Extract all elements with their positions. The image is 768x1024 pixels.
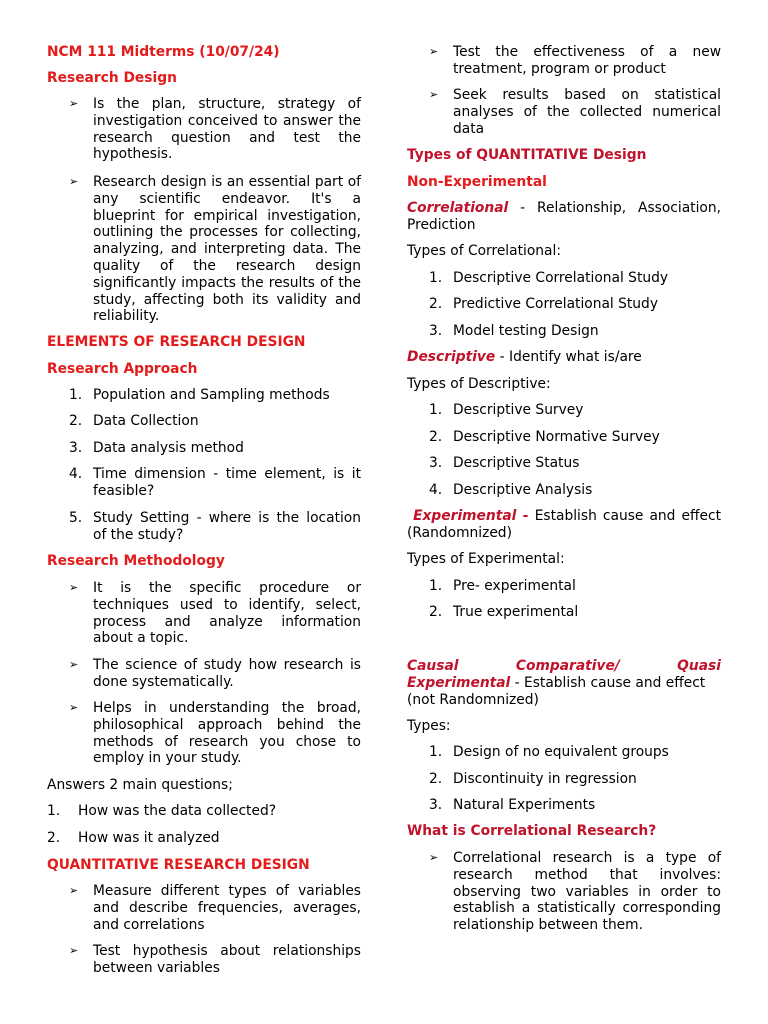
list-item: ➢ Test hypothesis about relationships between variables (69, 943, 361, 976)
list-item: ➢ Seek results based on statistical analyses of the collected numerical data (429, 87, 721, 137)
list-item: 4. Descriptive Analysis (429, 482, 593, 498)
list-item: ➢ Measure different types of variables and describe frequencies, averages, and correlations (69, 883, 361, 933)
list-item: ➢ It is the specific procedure or techniques used to identify, select, process and analyze information about a topic. (69, 580, 361, 647)
list-item: ➢ Test the effectiveness of a new treatment, program or product (429, 44, 721, 77)
document-title: NCM 111 Midterms (10/07/24) (47, 44, 280, 60)
list-item: 2. Data Collection (69, 413, 199, 429)
list-item: ➢ Research design is an essential part of any scientific endeavor. It's a blueprint for empirical investigation, outlining the processes for collecting, analyzing, and interpreting data. The quality of the research design significantly impacts the results of the study, affecting both its validity and reliability. (69, 174, 361, 325)
non-experimental-heading: Non-Experimental (407, 174, 547, 190)
list-item: 1. Pre- experimental (429, 578, 576, 594)
list-item: 3. Descriptive Status (429, 455, 580, 471)
arrow-bullet-icon: ➢ (69, 658, 79, 671)
list-item: 2. Predictive Correlational Study (429, 296, 658, 312)
arrow-bullet-icon: ➢ (69, 97, 79, 110)
correlational-types-label: Types of Correlational: (407, 243, 561, 259)
list-item: 5. Study Setting - where is the location of the study? (69, 510, 361, 543)
list-item: ➢ Helps in understanding the broad, philosophical approach behind the methods of research you chose to employ in your study. (69, 700, 361, 767)
list-item: 4. Time dimension - time element, is it feasible? (69, 466, 361, 499)
descriptive-types-label: Types of Descriptive: (407, 376, 551, 392)
elements-heading: ELEMENTS OF RESEARCH DESIGN (47, 334, 306, 350)
causal-types-label: Types: (407, 718, 451, 734)
what-is-correlational-heading: What is Correlational Research? (407, 823, 657, 839)
research-methodology-heading: Research Methodology (47, 553, 225, 569)
arrow-bullet-icon: ➢ (69, 175, 79, 188)
research-design-heading: Research Design (47, 70, 177, 86)
list-item: ➢ Is the plan, structure, strategy of investigation conceived to answer the research question and test the hypothesis. (69, 96, 361, 163)
list-item: ➢ The science of study how research is done systematically. (69, 657, 361, 690)
experimental-types-label: Types of Experimental: (407, 551, 565, 567)
list-item: 3. Data analysis method (69, 440, 244, 456)
experimental-definition: Experimental - Establish cause and effect (Randomnized) (407, 508, 721, 541)
list-item: 1. Descriptive Correlational Study (429, 270, 669, 286)
arrow-bullet-icon: ➢ (69, 581, 79, 594)
arrow-bullet-icon: ➢ (429, 851, 439, 864)
arrow-bullet-icon: ➢ (69, 701, 79, 714)
quantitative-heading: QUANTITATIVE RESEARCH DESIGN (47, 857, 310, 873)
list-item: 2. How was it analyzed (47, 830, 220, 846)
list-item: 2. Discontinuity in regression (429, 771, 637, 787)
list-item: 1. Population and Sampling methods (69, 387, 330, 403)
causal-definition: Causal Comparative/ Quasi Experimental - Establish cause and effect (not Randomnized) (407, 658, 721, 708)
research-approach-heading: Research Approach (47, 361, 198, 377)
descriptive-definition: Descriptive - Identify what is/are (407, 349, 642, 365)
list-item: 3. Model testing Design (429, 323, 599, 339)
list-item: 1. How was the data collected? (47, 803, 277, 819)
answers-intro: Answers 2 main questions; (47, 777, 233, 793)
arrow-bullet-icon: ➢ (429, 88, 439, 101)
arrow-bullet-icon: ➢ (429, 45, 439, 58)
list-item: ➢ Correlational research is a type of research method that involves: observing two variables in order to establish a statistically corresponding relationship between them. (429, 850, 721, 934)
arrow-bullet-icon: ➢ (69, 884, 79, 897)
list-item: 2. True experimental (429, 604, 579, 620)
correlational-definition: Correlational - Relationship, Association, Prediction (407, 200, 721, 233)
list-item: 3. Natural Experiments (429, 797, 596, 813)
types-quantitative-heading: Types of QUANTITATIVE Design (407, 147, 647, 163)
list-item: 1. Design of no equivalent groups (429, 744, 669, 760)
arrow-bullet-icon: ➢ (69, 944, 79, 957)
list-item: 2. Descriptive Normative Survey (429, 429, 660, 445)
list-item: 1. Descriptive Survey (429, 402, 584, 418)
